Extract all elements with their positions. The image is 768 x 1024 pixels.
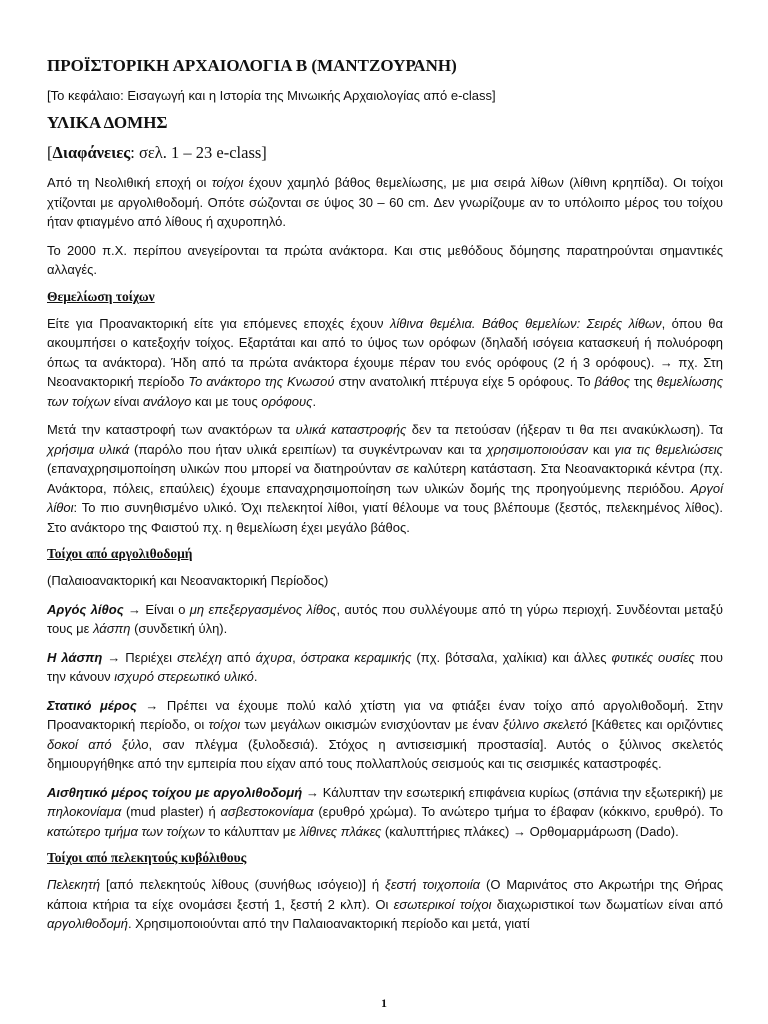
paragraph-foundation: Είτε για Προανακτορική είτε για επόμενες εποχές έχουν λίθινα θεμέλια. Βάθος θεμελίων: Σειρές λίθων, όπου θα ακουμπήσει ο κατεξοχήν τοίχος. Εξαρτάται και από το ύψος των ορόφων (δηλαδή ισόγεια κατασκευή ή πολυόροφη όπως τα ανάκτορα). Ήδη από τα πρώτα ανάκτορα έχουμε πέραν του ενός ορόφους (2 ή 3 ορόφους). → πχ. Στη Νεοανακτορική περίοδο Το ανάκτορο της Κνωσού στην ανατολική πτέρυγα είχε 5 ορόφους. Το βάθος της θεμελίωσης των τοίχων είναι ανάλογο και με τους ορόφους. xyxy=(47,315,724,409)
paragraph-reuse: Μετά την καταστροφή των ανακτόρων τα υλικά καταστροφής δεν τα πετούσαν (ήξεραν τι θα πει ανακύκλωση). Τα χρήσιμα υλικά (παρόλο που ήταν υλικά ερειπίων) τα συγκέντρωναν και τα χρησιμοποιούσαν και για τις θεμελιώσεις (επαναχρησιμοποίηση υλικών που μπορεί να διατηρούνταν σε καλύτερη κατάσταση. Στα Νεοανακτορικά κέντρα (πχ. Ανάκτορα, πόλεις, επαύλεις) έχουμε επαναχρησιμοποίηση των υλικών δομής της προηγούμενης περιόδου. Αργοί λίθοι: Το πιο συνηθισμένο υλικό. Όχι πελεκητοί λίθοι, γιατί θέλουμε να τους βλέπουμε (ξεστός, πελεκημένος λίθος). Στο ανάκτορο της Φαιστού πχ. η θεμελίωση έχει μεγάλο βάθος. xyxy=(47,422,724,535)
paragraph-periods: (Παλαιοανακτορική και Νεοανακτορική Περίοδος) xyxy=(47,573,329,588)
document-title: ΠΡΟΪΣΤΟΡΙΚΗ ΑΡΧΑΙΟΛΟΓΙΑ Β (ΜΑΝΤΖΟΥΡΑΝΗ) xyxy=(47,56,457,75)
heading-foundation: Θεμελίωση τοίχων xyxy=(47,288,155,304)
heading-ashlar-walls: Τοίχοι από πελεκητούς κυβόλιθους xyxy=(47,850,247,865)
arrow-icon: → xyxy=(128,601,142,617)
paragraph-static-part: Στατικό μέρος → Πρέπει να έχουμε πολύ καλό χτίστη για να φτιάξει έναν τοίχο από αργολιθοδομή. Στην Προανακτορική περίοδο, οι τοίχοι των μεγάλων οικισμών ενισχύονταν με έναν ξύλινο σκελετό [Κάθετες και οριζόντιες δοκοί από ξύλο, σαν πλέγμα (ξυλοδεσιά). Στόχος η αντισεισμική προστασία]. Αυτός ο ξύλινος σκελετός δημιουργήθηκε από την εμπειρία που είχαν από τους πολλαπλούς σεισμούς και τις σεισμικές καταστροφές. xyxy=(47,697,723,771)
slides-pages: : σελ. 1 – 23 e-class] xyxy=(130,143,267,162)
slides-reference xyxy=(47,143,723,163)
arrow-icon: → xyxy=(107,649,121,665)
paragraph-ashlar: Πελεκητή [από πελεκητούς λίθους (συνήθως ισόγειο)] ή ξεστή τοιχοποιία (Ο Μαρινάτος στο Ακρωτήρι της Θήρας κάποια κτήρια τα είχε ονομάσει ξεστή 1, ξεστή 2 κλπ). Οι εσωτερικοί τοίχοι διαχωριστικοί των δωματίων είναι από αργολιθοδομή. Χρησιμοποιούνται από την Παλαιοανακτορική περίοδο και μετά, γιατί xyxy=(47,877,724,931)
slides-bracket: [ xyxy=(47,143,53,162)
paragraph-rough-stone: Αργός λίθος → Είναι ο μη επεξεργασμένος λίθος, αυτός που συλλέγουμε από τη γύρω περιοχή. Συνδέονται μεταξύ τους με λάσπη (συνδετική ύλη). xyxy=(47,601,723,636)
heading-rubble-walls: Τοίχοι από αργολιθοδομή xyxy=(47,546,193,561)
arrow-icon: → xyxy=(512,823,526,839)
slides-label: Διαφάνειες xyxy=(52,143,131,162)
document-subtitle: [Το κεφάλαιο: Εισαγωγή και η Ιστορία της Μινωικής Αρχαιολογίας από e-class] xyxy=(47,88,496,103)
page-number: 1 xyxy=(381,996,387,1010)
arrow-icon: → xyxy=(145,697,159,713)
paragraph-aesthetic-part: Αισθητικό μέρος τοίχου με αργολιθοδομή → Κάλυπταν την εσωτερική επιφάνεια κυρίως (σπάνια την εξωτερική) με πηλοκονίαμα (mud plaster) ή ασβεστοκονίαμα (ερυθρό χρώμα). Το ανώτερο τμήμα το έβαφαν (κόκκινο, ερυθρό). Το κατώτερο τμήμα των τοίχων το κάλυπταν με λίθινες πλάκες (καλυπτήριες πλάκες) → Ορθομαρμάρωση (Dado). xyxy=(47,784,724,839)
arrow-icon: → xyxy=(305,784,319,800)
paragraph-neolithic: Από τη Νεολιθική εποχή οι τοίχοι έχουν χαμηλό βάθος θεμελίωσης, με μια σειρά λίθων (λίθινη κρηπίδα). Οι τοίχοι χτίζονται με αργολιθοδομή. Οπότε σώζονται σε ύψος 30 – 60 cm. Δεν γνωρίζουμε αν το υπόλοιπο μέρος του τοίχου ήταν φτιαγμένο από λίθους ή αχυροπηλό. xyxy=(47,175,723,229)
paragraph-mud: Η λάσπη → Περιέχει στελέχη από άχυρα, όστρακα κεραμικής (πχ. βότσαλα, χαλίκια) και άλλες φυτικές ουσίες που την κάνουν ισχυρό στερεωτικό υλικό. xyxy=(47,649,723,684)
document-body xyxy=(47,56,723,943)
section-title: ΥΛΙΚΑ ΔΟΜΗΣ xyxy=(47,113,168,132)
paragraph-palaces: Το 2000 π.Χ. περίπου ανεγείρονται τα πρώτα ανάκτορα. Και στις μεθόδους δόμησης παρατηρούνται σημαντικές αλλαγές. xyxy=(47,242,723,277)
arrow-icon: → xyxy=(659,354,673,370)
